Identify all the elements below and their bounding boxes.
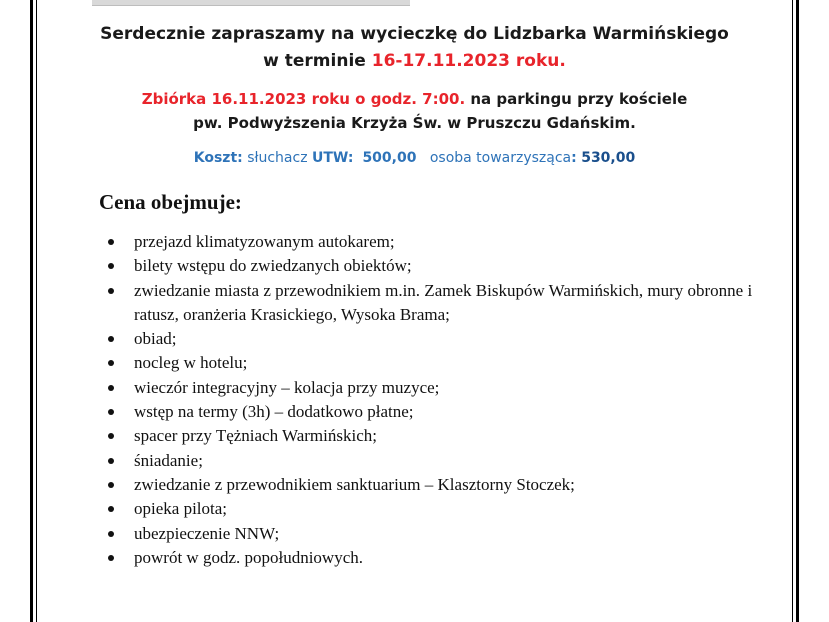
meeting-time: Zbiórka 16.11.2023 roku o godz. 7:00. xyxy=(141,90,466,108)
list-item-text: spacer przy Tężniach Warmińskich; xyxy=(134,426,377,446)
bullet-icon xyxy=(108,555,114,561)
cost-label: Koszt: xyxy=(193,150,243,166)
price-includes-section xyxy=(99,188,769,570)
list-item-text: wieczór integracyjny – kolacja przy muzyce; xyxy=(134,377,440,397)
list-item-text: ubezpieczenie NNW; xyxy=(134,523,280,543)
bullet-icon xyxy=(108,336,114,342)
cost-member-utw: UTW: xyxy=(312,150,354,166)
cost-member-text: słuchacz xyxy=(242,150,312,166)
list-item xyxy=(99,449,769,473)
list-item-text: powrót w godz. popołudniowych. xyxy=(134,547,364,567)
bullet-icon xyxy=(108,458,114,464)
list-item xyxy=(99,230,769,254)
bullet-icon xyxy=(108,385,114,391)
top-decorative-band xyxy=(92,0,410,6)
list-item-text: zwiedzanie miasta z przewodnikiem m.in. Zamek Biskupów Warmińskich, mury obronne i ratusz, oranżeria Krasickiego, Wysoka Brama; xyxy=(134,280,753,324)
list-item xyxy=(99,546,769,570)
meeting-point-line xyxy=(40,87,789,111)
list-item xyxy=(99,473,769,497)
cost-companion-colon: : xyxy=(571,150,577,166)
price-includes-list xyxy=(99,230,769,570)
bullet-icon xyxy=(108,263,114,269)
list-item-text: nocleg w hotelu; xyxy=(134,353,248,373)
trip-dates-prefix: w terminie xyxy=(263,51,372,71)
list-item xyxy=(99,497,769,521)
cost-companion-text: osoba towarzysząca xyxy=(429,150,572,166)
list-item-text: zwiedzanie z przewodnikiem sanktuarium – Klasztorny Stoczek; xyxy=(134,474,575,494)
list-item xyxy=(99,424,769,448)
list-item-text: opieka pilota; xyxy=(134,499,228,519)
list-item xyxy=(99,400,769,424)
list-item xyxy=(99,279,769,328)
cost-member-price: 500,00 xyxy=(362,150,417,166)
list-item-text: wstęp na termy (3h) – dodatkowo płatne; xyxy=(134,402,414,422)
invitation-header xyxy=(40,20,789,169)
list-item xyxy=(99,522,769,546)
bullet-icon xyxy=(108,482,114,488)
bullet-icon xyxy=(108,409,114,415)
trip-dates: 16-17.11.2023 roku. xyxy=(371,51,566,71)
bullet-icon xyxy=(108,239,114,245)
list-item xyxy=(99,351,769,375)
bullet-icon xyxy=(108,360,114,366)
bullet-icon xyxy=(108,288,114,294)
price-includes-heading: Cena obejmuje: xyxy=(99,190,242,214)
bullet-icon xyxy=(108,433,114,439)
bullet-icon xyxy=(108,531,114,537)
page-border-right xyxy=(796,0,799,622)
trip-dates-line xyxy=(40,48,789,74)
invitation-title: Serdecznie zapraszamy na wycieczkę do Lidzbarka Warmińskiego xyxy=(100,24,729,44)
meeting-place-church: pw. Podwyższenia Krzyża Św. w Pruszczu Gdańskim. xyxy=(193,114,636,132)
list-item-text: obiad; xyxy=(134,329,177,349)
list-item xyxy=(99,376,769,400)
page-border-left xyxy=(30,0,33,622)
list-item xyxy=(99,327,769,351)
list-item-text: przejazd klimatyzowanym autokarem; xyxy=(134,232,395,251)
list-item-text: śniadanie; xyxy=(134,450,203,470)
cost-line xyxy=(40,147,789,169)
list-item xyxy=(99,254,769,278)
meeting-place: na parkingu przy kościele xyxy=(465,90,688,108)
bullet-icon xyxy=(108,506,114,512)
list-item-text: bilety wstępu do zwiedzanych obiektów; xyxy=(134,256,412,276)
cost-companion-price: 530,00 xyxy=(581,150,636,166)
